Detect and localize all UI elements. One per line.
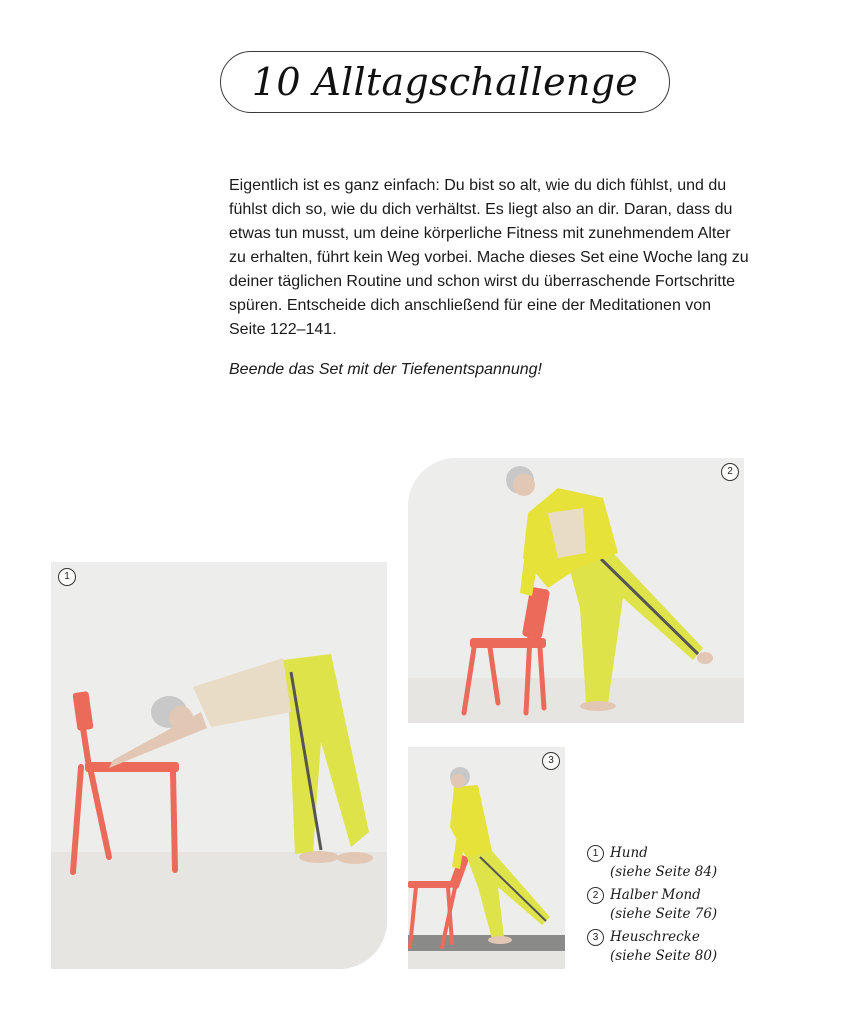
exercise-photo-halber-mond [408, 458, 744, 723]
legend-number-badge: 1 [587, 845, 604, 862]
exercise-photo-heuschrecke [408, 747, 565, 969]
legend-exercise-name: Hund [610, 845, 648, 861]
exercise-photo-hund [51, 562, 387, 969]
intro-paragraph: Eigentlich ist es ganz einfach: Du bist so alt, wie du dich fühlst, und du fühlst dich so, wie du dich verhältst. Es liegt also an dir. Daran, dass du etwas tun musst, um deine körperliche Fitness mit zunehmendem Alter zu erhalten, führt kein Weg vorbei. Mache dieses Set eine Woche lang zu deiner täglichen Routine und schon wirst du überraschende Fortschritte spüren. Entscheide dich anschließend für eine der Meditationen von Seite 122–141. [229, 177, 749, 338]
photo-illustration-hund [51, 562, 387, 969]
legend-number-badge: 2 [587, 887, 604, 904]
page-title: 10 Alltagschallenge [251, 60, 639, 104]
legend-exercise-name: Heuschrecke [610, 929, 700, 945]
photo-number-badge: 1 [58, 568, 76, 586]
legend-page-ref: (siehe Seite 80) [610, 948, 718, 964]
photo-number-badge: 2 [721, 463, 739, 481]
legend-exercise-name: Halber Mond [610, 887, 701, 903]
legend-item [587, 844, 737, 882]
legend-item [587, 886, 737, 924]
title-banner [220, 51, 670, 113]
legend-page-ref: (siehe Seite 84) [610, 864, 718, 880]
legend-number-badge: 3 [587, 929, 604, 946]
photo-number-badge: 3 [542, 752, 560, 770]
closing-note: Beende das Set mit der Tiefenentspannung! [229, 361, 542, 378]
photo-illustration-halber-mond [408, 458, 744, 723]
legend-page-ref: (siehe Seite 76) [610, 906, 718, 922]
photo-illustration-heuschrecke [408, 747, 565, 969]
legend-item [587, 928, 737, 966]
exercise-legend [587, 844, 737, 970]
